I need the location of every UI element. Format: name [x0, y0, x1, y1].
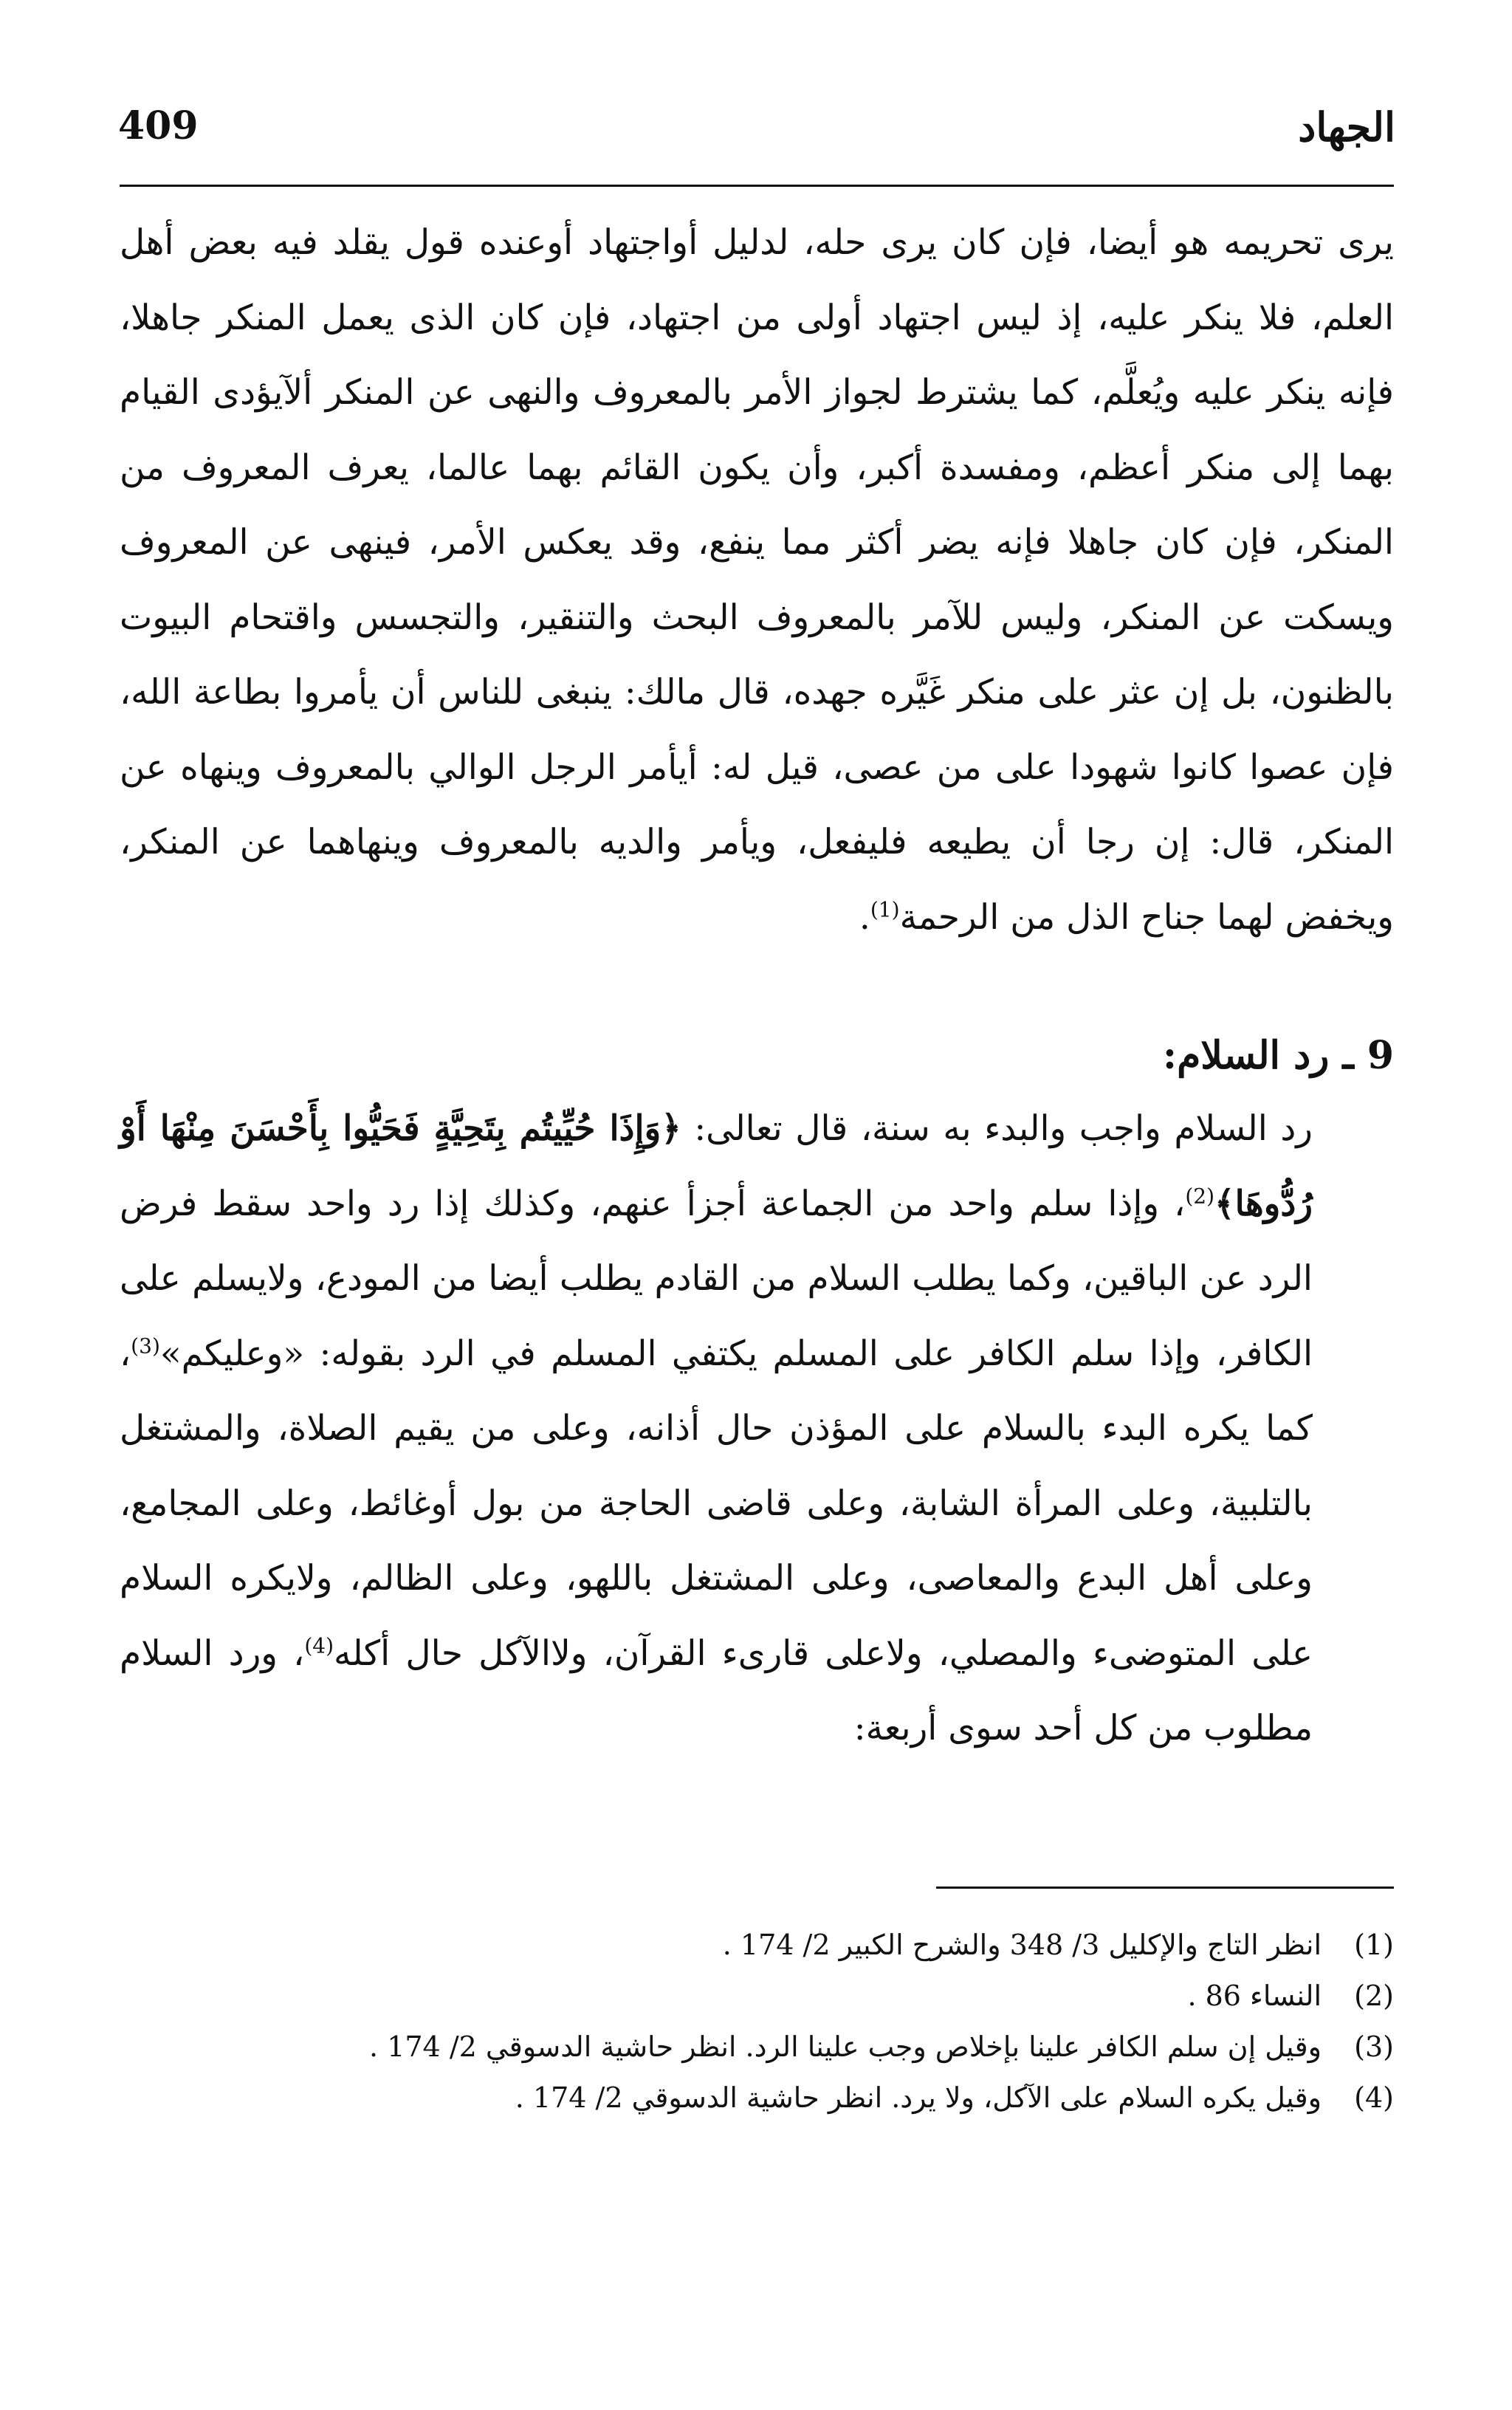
section-body: [120, 1091, 1394, 1766]
footnote-item: [117, 1920, 1394, 1971]
section-heading: 9 ـ رد السلام:: [1162, 1033, 1394, 1078]
footnote-text: النساء 86 .: [1187, 1980, 1322, 2012]
footnotes: [117, 1920, 1394, 2124]
chapter-title: الجهاد: [1298, 103, 1395, 151]
footnote-ref-1: (1): [870, 896, 900, 921]
page-header: [118, 96, 1395, 170]
header-divider: [120, 185, 1394, 187]
footnote-divider: [936, 1887, 1394, 1889]
paragraph-1: [120, 205, 1394, 955]
footnote-text: وقيل يكره السلام على الآكل، ولا يرد. انظر حاشية الدسوقي 2/ 174 .: [515, 2081, 1322, 2114]
paragraph-2-part1: رد السلام واجب والبدء به سنة، قال تعالى:: [681, 1108, 1313, 1149]
paragraph-1-end: .: [859, 896, 870, 938]
paragraph-2: [120, 1091, 1394, 1766]
paragraph-2-part3: ، كما يكره البدء بالسلام على المؤذن حال أذانه، وعلى من يقيم الصلاة، والمشتغل بالتلبية، وعلى المرأة الشابة، وعلى قاضى الحاجة من بول أوغائط، وعلى المجامع، وعلى أهل البدع والمعاصى، وعلى المشتغل باللهو، وعلى الظالم، ولايكره السلام على المتوضىء والمصلي، ولاعلى قارىء القرآن، ولاالآكل حال أكله: [120, 1333, 1313, 1674]
footnote-text: وقيل إن سلم الكافر علينا بإخلاص وجب علينا الرد. انظر حاشية الدسوقي 2/ 174 .: [369, 2030, 1322, 2063]
footnote-number: (3): [1354, 2030, 1394, 2063]
paragraph-2-part2: ، وإذا سلم واحد من الجماعة أجزأ عنهم، وكذلك إذا رد واحد سقط فرض الرد عن الباقين، وكما يطلب السلام من القادم يطلب أيضا من المودع، ولايسلم على الكافر، وإذا سلم الكافر على المسلم يكتفي المسلم في الرد بقوله: «وعليكم»: [120, 1183, 1313, 1374]
footnote-number: (2): [1354, 1980, 1394, 2012]
quran-verse: ﴿وَإِذَا حُيِّيتُم بِتَحِيَّةٍ فَحَيُّوا بِأَحْسَنَ مِنْهَا أَوْ رُدُّوهَا﴾: [120, 1108, 1313, 1224]
footnote-text: انظر التاج والإكليل 3/ 348 والشرح الكبير 2/ 174 .: [722, 1929, 1322, 1961]
footnote-ref-3: (3): [131, 1333, 160, 1358]
footnote-item: [117, 1971, 1394, 2022]
paragraph-1-text: يرى تحريمه هو أيضا، فإن كان يرى حله، لدليل أواجتهاد أوعنده قول يقلد فيه بعض أهل العلم، فلا ينكر عليه، إذ ليس اجتهاد أولى من اجتهاد، فإن كان الذى يعمل المنكر جاهلا، فإنه ينكر عليه ويُعلَّم، كما يشترط لجواز الأمر بالمعروف والنهى عن المنكر ألآيؤدى القيام بهما إلى منكر أعظم، ومفسدة أكبر، وأن يكون القائم بهما عالما، يعرف المعروف من المنكر، فإن كان جاهلا فإنه يضر أكثر مما ينفع، وقد يعكس الأمر، فينهى عن المعروف ويسكت عن المنكر، وليس للآمر بالمعروف البحث والتنقير، والتجسس واقتحام البيوت بالظنون، بل إن عثر على منكر غَيَّره جهده، قال مالك: ينبغى للناس أن يأمروا بطاعة الله، فإن عصوا كانوا شهودا على من عصى، قيل له: أيأمر الرجل الوالي بالمعروف وينهاه عن المنكر، قال: إن رجا أن يطيعه فليفعل، ويأمر والديه بالمعروف وينهاهما عن المنكر، ويخفض لهما جناح الذل من الرحمة: [120, 222, 1394, 938]
footnote-ref-4: (4): [304, 1633, 334, 1658]
footnote-ref-2: (2): [1185, 1183, 1215, 1208]
footnote-item: [117, 2073, 1394, 2124]
paragraph-continuation: [120, 205, 1394, 955]
paragraph-2-part4: ، ورد السلام مطلوب من كل أحد سوى أربعة:: [120, 1633, 1313, 1748]
footnote-item: [117, 2022, 1394, 2073]
footnote-number: (1): [1354, 1929, 1394, 1961]
footnote-number: (4): [1354, 2081, 1394, 2114]
page-number: 409: [118, 103, 199, 148]
